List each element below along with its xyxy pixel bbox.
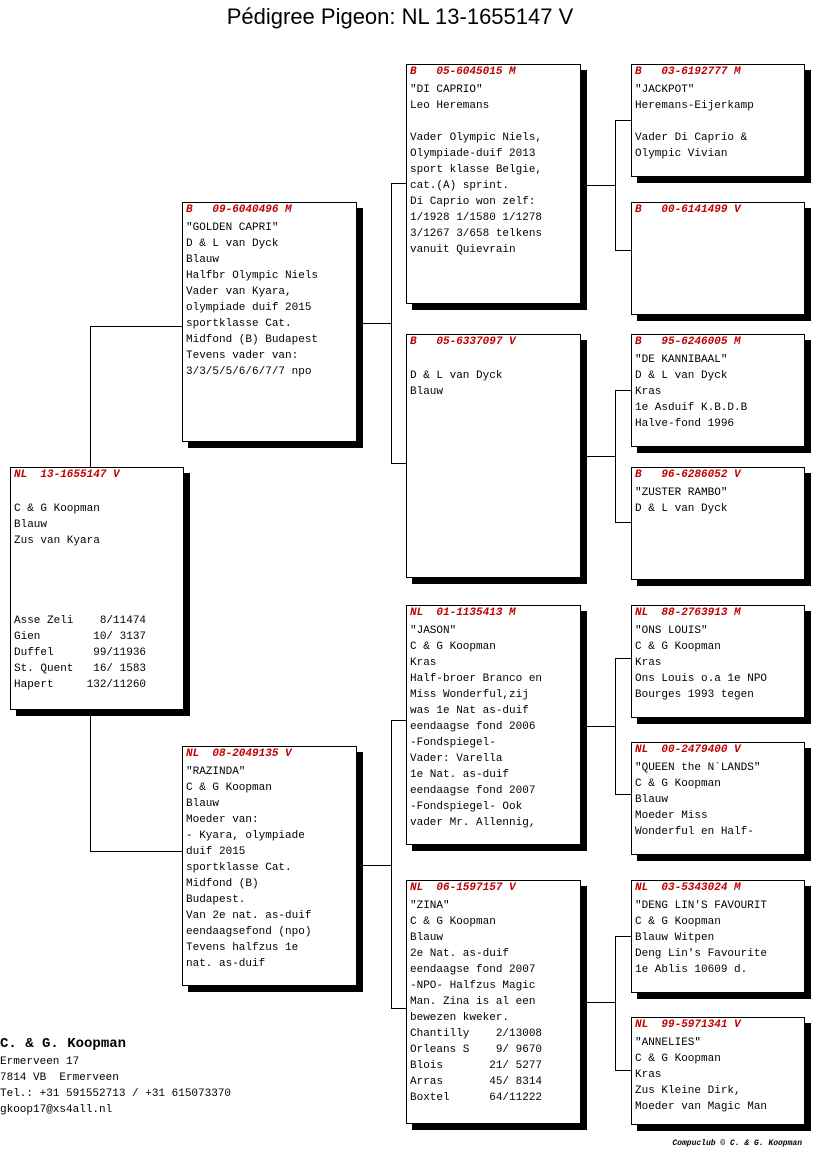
pigeon-info-line: "ONS LOUIS" [635, 625, 708, 637]
connector-line [391, 720, 407, 721]
pigeon-card-mff[interactable] [631, 605, 805, 718]
pigeon-info-line: 1e Asduif K.B.D.B [635, 402, 748, 414]
pigeon-info-line: C & G Koopman [186, 782, 272, 794]
connector-line [357, 865, 391, 866]
connector-line [391, 720, 392, 1009]
pigeon-info-line: Gien 10/ 3137 [14, 631, 147, 643]
pigeon-info-line: Budapest. [186, 894, 246, 906]
pigeon-info-line: Deng Lin's Favourite [635, 948, 768, 960]
pigeon-info-line: Tevens halfzus 1e [186, 942, 299, 954]
ring-number: B 95-6246005 M [635, 336, 741, 348]
pigeon-info-line: Chantilly 2/13008 [410, 1028, 543, 1040]
pigeon-info-line: "QUEEN the N`LANDS" [635, 762, 761, 774]
ring-number: B 00-6141499 V [635, 204, 741, 216]
pigeon-info-line: Vader van Kyara, [186, 286, 292, 298]
pigeon-info-line: "DENG LIN'S FAVOURIT [635, 900, 768, 912]
pigeon-info-line: Boxtel 64/11222 [410, 1092, 543, 1104]
owner-name: C. & G. Koopman [0, 1036, 127, 1052]
connector-line [391, 1008, 407, 1009]
pigeon-info-line: 2e Nat. as-duif [410, 948, 510, 960]
connector-line [587, 726, 615, 727]
connector-line [391, 183, 392, 464]
pigeon-info-line: Ons Louis o.a 1e NPO [635, 673, 768, 685]
connector-line [615, 1070, 631, 1071]
pigeon-card-mother-mother[interactable] [406, 880, 581, 1124]
pigeon-info-line: Blauw [186, 254, 220, 266]
pigeon-info-line: -Fondspiegel- [410, 737, 496, 749]
pigeon-info-line: Blauw [410, 386, 444, 398]
pigeon-info-line: Blauw [186, 798, 220, 810]
pigeon-info-line: 1/1928 1/1580 1/1278 [410, 212, 543, 224]
connector-line [90, 326, 184, 327]
pigeon-info-line: 1e Nat. as-duif [410, 769, 510, 781]
pigeon-info-line: eendaagsefond (npo) [186, 926, 312, 938]
pigeon-info-line: C & G Koopman [635, 778, 721, 790]
pigeon-info-line: "DE KANNIBAAL" [635, 354, 728, 366]
pigeon-info-line: D & L van Dyck [635, 503, 728, 515]
connector-line [587, 456, 615, 457]
pigeon-info-line: Blauw Witpen [635, 932, 715, 944]
pigeon-info-line: 3/3/5/5/6/6/7/7 npo [186, 366, 312, 378]
pigeon-info-line: Heremans-Eijerkamp [635, 100, 754, 112]
pigeon-info-line: Moeder Miss [635, 810, 708, 822]
ring-number: NL 08-2049135 V [186, 748, 292, 760]
pigeon-info-line: 1e Ablis 10609 d. [635, 964, 748, 976]
pigeon-info-line: sportklasse Cat. [186, 318, 292, 330]
pigeon-info-line: D & L van Dyck [186, 238, 279, 250]
pigeon-info-line: C & G Koopman [635, 641, 721, 653]
pigeon-info-line: was 1e Nat as-duif [410, 705, 529, 717]
connector-line [391, 463, 407, 464]
pigeon-info-line: Di Caprio won zelf: [410, 196, 536, 208]
pigeon-info-line: - Kyara, olympiade [186, 830, 305, 842]
pigeon-info-line [14, 485, 180, 501]
connector-line [615, 658, 616, 795]
pigeon-card-mfm[interactable] [631, 742, 805, 855]
connector-line [587, 185, 615, 186]
pigeon-info-line: Moeder van: [186, 814, 259, 826]
pigeon-info-line [14, 565, 180, 581]
pigeon-info-line: duif 2015 [186, 846, 246, 858]
connector-line [615, 794, 631, 795]
connector-line [615, 936, 616, 1071]
pigeon-info-line: Asse Zeli 8/11474 [14, 615, 147, 627]
pigeon-info-line: eendaagse fond 2007 [410, 785, 536, 797]
pigeon-info-line: Vader: Varella [410, 753, 503, 765]
connector-line [615, 658, 631, 659]
pigeon-info-line: vanuit Quievrain [410, 244, 516, 256]
pigeon-info-line: Zus Kleine Dirk, [635, 1085, 741, 1097]
pigeon-info-line: cat.(A) sprint. [410, 180, 510, 192]
pigeon-info-line: Midfond (B) Budapest [186, 334, 319, 346]
ring-number: B 05-6045015 M [410, 66, 516, 78]
pigeon-info-line: nat. as-duif [186, 958, 266, 970]
pigeon-info-line: Blauw [14, 519, 48, 531]
pigeon-info-line: C & G Koopman [14, 503, 100, 515]
pigeon-info-line: "GOLDEN CAPRI" [186, 222, 279, 234]
connector-line [615, 120, 631, 121]
pigeon-card-fmm[interactable] [631, 467, 805, 580]
connector-line [90, 326, 91, 468]
pigeon-info-line: Vader Olympic Niels, [410, 132, 543, 144]
pigeon-info-line: bewezen kweker. [410, 1012, 510, 1024]
pigeon-card-father-father[interactable] [406, 64, 581, 304]
pigeon-info-line: "ZINA" [410, 900, 450, 912]
ring-number: NL 13-1655147 V [14, 469, 120, 481]
connector-line [90, 710, 91, 852]
pigeon-info-line: Wonderful en Half- [635, 826, 754, 838]
pigeon-info-line: Bourges 1993 tegen [635, 689, 754, 701]
pigeon-info-line: Blauw [635, 794, 669, 806]
pigeon-info-line: -Fondspiegel- Ook [410, 801, 523, 813]
pigeon-info-line [14, 581, 180, 597]
pigeon-info-line: D & L van Dyck [635, 370, 728, 382]
pigeon-card-fmf[interactable] [631, 334, 805, 447]
pigeon-info-line: Man. Zina is al een [410, 996, 536, 1008]
pigeon-card-ffm[interactable] [631, 202, 805, 315]
pigeon-info-line: Miss Wonderful,zij [410, 689, 529, 701]
pigeon-info-line: Kras [635, 386, 662, 398]
pigeon-card-mmm[interactable] [631, 1017, 805, 1125]
connector-line [615, 120, 616, 251]
pigeon-info-line: sportklasse Cat. [186, 862, 292, 874]
connector-line [615, 936, 631, 937]
connector-line [90, 851, 184, 852]
pigeon-info-line: Blauw [410, 932, 444, 944]
pigeon-info-line: "DI CAPRIO" [410, 84, 483, 96]
pigeon-info-line [410, 114, 577, 130]
pigeon-info-line: C & G Koopman [635, 1053, 721, 1065]
ring-number: B 96-6286052 V [635, 469, 741, 481]
pigeon-info-line: -NPO- Halfzus Magic [410, 980, 536, 992]
pigeon-info-line: C & G Koopman [635, 916, 721, 928]
pigeon-info-line: Hapert 132/11260 [14, 679, 147, 691]
ring-number: B 09-6040496 M [186, 204, 292, 216]
page-title: Pédigree Pigeon: NL 13-1655147 V [226, 4, 574, 29]
pigeon-card-mother[interactable] [182, 746, 357, 986]
footer-credit: Compuclub © C. & G. Koopman [672, 1139, 802, 1148]
pigeon-info-line: Halfbr Olympic Niels [186, 270, 319, 282]
pigeon-info-line: Blois 21/ 5277 [410, 1060, 543, 1072]
pigeon-info-line [410, 352, 577, 368]
owner-city-line: 7814 VB Ermerveen [0, 1072, 119, 1084]
pigeon-card-mother-father[interactable] [406, 605, 581, 845]
pigeon-card-father-mother[interactable] [406, 334, 581, 578]
pigeon-info-line: Van 2e nat. as-duif [186, 910, 312, 922]
pigeon-info-line [635, 114, 801, 130]
pigeon-info-line [14, 549, 180, 565]
connector-line [357, 323, 391, 324]
pigeon-info-line: Duffel 99/11936 [14, 647, 147, 659]
ring-number: NL 00-2479400 V [635, 744, 741, 756]
ring-number: NL 88-2763913 M [635, 607, 741, 619]
ring-number: NL 03-5343024 M [635, 882, 741, 894]
pigeon-info-line: Olympiade-duif 2013 [410, 148, 536, 160]
connector-line [615, 250, 631, 251]
pigeon-info-line: Tevens vader van: [186, 350, 299, 362]
ring-number: NL 01-1135413 M [410, 607, 516, 619]
pigeon-info-line: "RAZINDA" [186, 766, 246, 778]
connector-line [391, 183, 407, 184]
pigeon-info-line: "ANNELIES" [635, 1037, 702, 1049]
pigeon-info-line: C & G Koopman [410, 641, 496, 653]
owner-phone-line: Tel.: +31 591552713 / +31 615073370 [0, 1088, 232, 1100]
owner-address-line: Ermerveen 17 [0, 1056, 80, 1068]
pigeon-info-line: Moeder van Magic Man [635, 1101, 768, 1113]
pigeon-info-line: Vader Di Caprio & [635, 132, 748, 144]
pigeon-info-line: Leo Heremans [410, 100, 490, 112]
owner-info [0, 1034, 231, 1118]
ring-number: NL 99-5971341 V [635, 1019, 741, 1031]
pigeon-card-subject[interactable] [10, 467, 184, 710]
pigeon-info-line: vader Mr. Allennig, [410, 817, 536, 829]
pigeon-info-line: Kras [635, 1069, 662, 1081]
pigeon-info-line: Olympic Vivian [635, 148, 728, 160]
pigeon-info-line: Halve-fond 1996 [635, 418, 735, 430]
ring-number: NL 06-1597157 V [410, 882, 516, 894]
pigeon-info-line: D & L van Dyck [410, 370, 503, 382]
pigeon-info-line: "JACKPOT" [635, 84, 695, 96]
pigeon-info-line: Kras [635, 657, 662, 669]
pigeon-info-line: sport klasse Belgie, [410, 164, 543, 176]
pigeon-info-line: Zus van Kyara [14, 535, 100, 547]
pigeon-info-line: Half-broer Branco en [410, 673, 543, 685]
pigeon-info-line: "ZUSTER RAMBO" [635, 487, 728, 499]
pigeon-info-line [14, 597, 180, 613]
ring-number: B 03-6192777 M [635, 66, 741, 78]
pigeon-info-line: olympiade duif 2015 [186, 302, 312, 314]
owner-email-line[interactable]: gkoop17@xs4all.nl [0, 1104, 113, 1116]
connector-line [615, 390, 631, 391]
connector-line [615, 390, 616, 523]
pigeon-info-line: St. Quent 16/ 1583 [14, 663, 147, 675]
ring-number: B 05-6337097 V [410, 336, 516, 348]
pigeon-info-line: 3/1267 3/658 telkens [410, 228, 543, 240]
connector-line [587, 1002, 615, 1003]
pigeon-info-line: Orleans S 9/ 9670 [410, 1044, 543, 1056]
pigeon-info-line: eendaagse fond 2006 [410, 721, 536, 733]
pigeon-info-line: Kras [410, 657, 437, 669]
pigeon-card-mmf[interactable] [631, 880, 805, 993]
pigeon-info-line: C & G Koopman [410, 916, 496, 928]
connector-line [615, 522, 631, 523]
pigeon-card-fff[interactable] [631, 64, 805, 177]
pigeon-info-line: eendaagse fond 2007 [410, 964, 536, 976]
pigeon-info-line: "JASON" [410, 625, 457, 637]
pigeon-info-line: Arras 45/ 8314 [410, 1076, 543, 1088]
pigeon-info-line: Midfond (B) [186, 878, 259, 890]
pigeon-card-father[interactable] [182, 202, 357, 442]
